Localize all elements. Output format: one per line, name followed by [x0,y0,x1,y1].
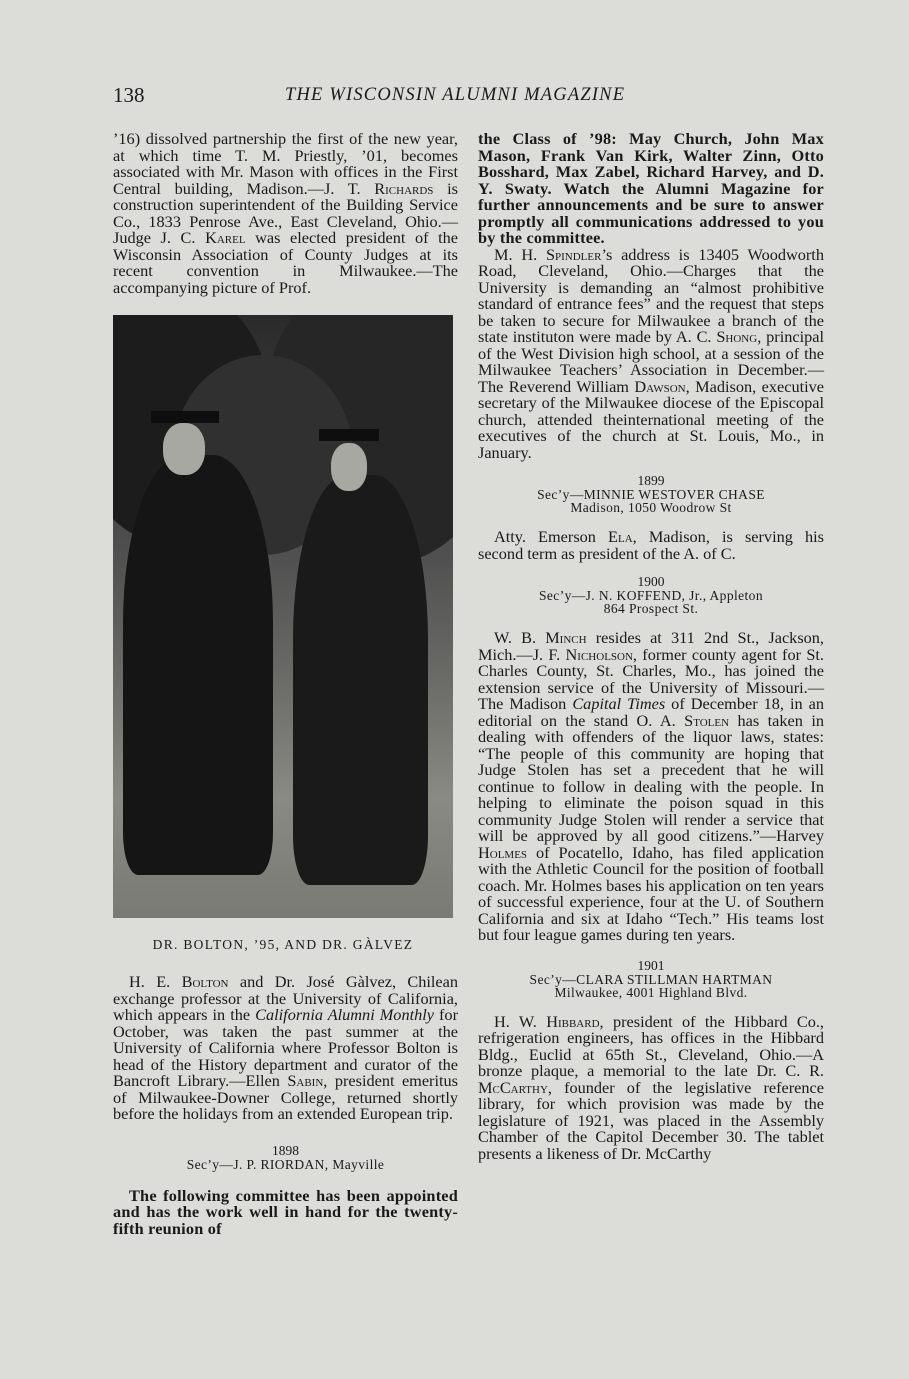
committee-announcement-cont: the Class of ’98: May Church, John Max Mason, Frank Van Kirk, Walter Zinn, Otto Bosshard, Max Zabel, Richard Harvey, and D. Y. Swaty. Watch the Alumni Magazine for further announcements and be sure to answer promptly all communications addressed to you by the committee. [478,129,824,247]
secretary-1899: Sec’y—MINNIE WESTOVER CHASE [537,487,765,502]
right-column [478,131,824,1162]
secretary-1900: Sec’y—J. N. KOFFEND, Jr., Appleton [539,588,763,603]
paragraph-ela: Atty. Emerson Ela, Madison, is serving his second term as president of the A. of C. [478,527,824,563]
page-number: 138 [113,83,145,107]
photo-caption: DR. BOLTON, ’95, AND DR. GÀLVEZ [152,937,414,952]
bolton-galvez-photo [113,315,453,918]
running-title: THE WISCONSIN ALUMNI MAGAZINE [285,85,626,105]
secretary-1900-address: 864 Prospect St. [603,601,699,616]
left-column [113,131,458,1237]
secretary-1901: Sec’y—CLARA STILLMAN HARTMAN [529,971,773,987]
secretary-1901-address: Milwaukee, 4001 Highland Blvd. [554,984,748,1000]
paragraph-hibbard: H. W. Hibbard, president of the Hibbard Co., refrigeration engineers, has offices in the Hibbard Bldg., Euclid at 65th St., Cleveland, Ohio.—A bronze plaque, a memorial to the late Dr. C. R. McCarthy, founder of the legislative reference library, for which provision was made by the legislature of 1921, was placed in the Assembly Chamber of the Capitol December 30. The tablet presents a likeness of Dr. McCarthy [478,1011,825,1163]
class-year-1898: 1898 [272,1142,299,1158]
secretary-1899-address: Madison, 1050 Woodrow St [570,500,732,515]
paragraph-bolton: H. E. Bolton and Dr. José Gàlvez, Chilean exchange professor at the University of California, which appears in the California Alumni Monthly for October, was taken the past summer at the University of California where Professor Bolton is head of the History department and curator of the Bancroft Library.—Ellen Sabin, president emeritus of Milwaukee-Downer College, returned shortly before the holidays from an extended European trip. [113,972,459,1123]
paragraph-minch: W. B. Minch resides at 311 2nd St., Jackson, Mich.—J. F. Nicholson, former county agent for St. Charles County, St. Charles, Mo., has joined the extension service of the University of Missouri.—The Madison Capital Times of December 18, in an editorial on the stand O. A. Stolen has taken in dealing with offenders of the liquor laws, states: “The people of this community are hoping that Judge Stolen has set a precedent that he will continue to follow in dealing with the people. In helping to eliminate the poison squad in this community Judge Stolen will render a service that will be approved by all good citizens.”—Harvey Holmes of Pocatello, Idaho, has filed application with the Athletic Council for the position of football coach. Mr. Holmes bases his application on ten years of successful experience, four at the U. of Southern California and six at Idaho “Tech.” His teams lost but four league games during ten years. [478,628,825,944]
class-year-1900: 1900 [637,574,665,589]
class-year-1899: 1899 [637,473,665,488]
paragraph-karel: ’16) dissolved partnership the first of the new year, at which time T. M. Priestly, ’01, becomes associated with Mr. Mason with offices in the First Central building, Madison.—J. T. Richards is construction superintendent of the Building Service Co., 1833 Penrose Ave., East Cleveland, Ohio.—Judge J. C. Karel was elected president of the Wisconsin Association of County Judges at its recent convention in Milwaukee.—The accompanying picture of Prof. [113,129,458,297]
class-year-1901: 1901 [637,957,665,973]
secretary-1898: Sec’y—J. P. RIORDAN, Mayville [186,1156,385,1172]
committee-announcement: The following committee has been appointed and has the work well in hand for the twenty-fifth reunion of [113,1185,458,1238]
paragraph-spindler: M. H. Spindler’s address is 13405 Woodworth Road, Cleveland, Ohio.—Charges that the University is demanding an “almost prohibitive standard of entrance fees” and the request that steps be taken to secure for Milwaukee a branch of the state instituton were made by A. C. Shong, principal of the West Division high school, at a session of the Milwaukee Teachers’ Association in December.—The Reverend William Dawson, Madison, executive secretary of the Milwaukee diocese of the Episcopal church, attended theinternational meeting of the executives of the church at St. Louis, Mo., in January. [478,244,825,462]
